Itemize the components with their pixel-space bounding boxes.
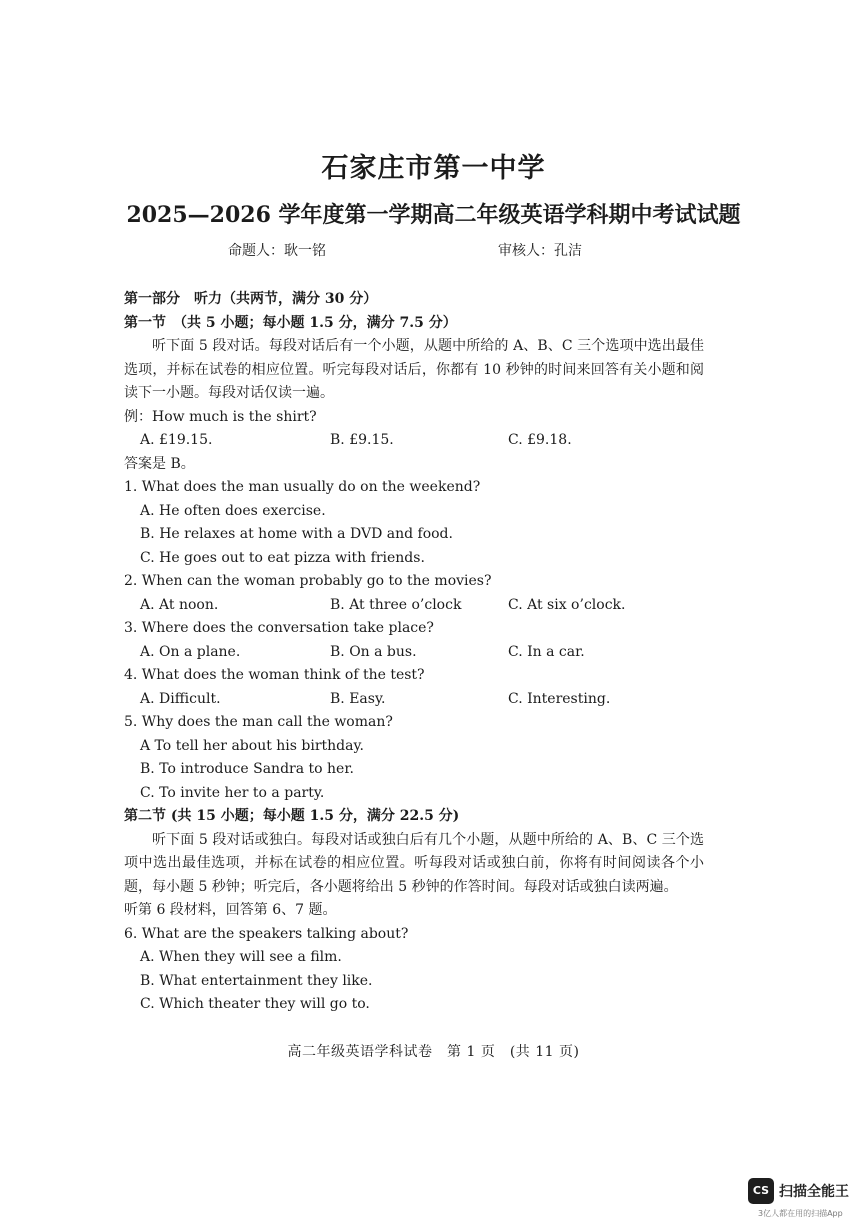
question-1: 1. What does the man usually do on the weekend? [124,479,481,495]
option-b: B. To introduce Sandra to her. [140,761,354,777]
option-c: C. In a car. [508,643,585,660]
example-question: 例：How much is the shirt? [124,408,317,425]
example-answer: 答案是 B。 [124,455,195,472]
section1-heading: 第一节 （共 5 小题；每小题 1.5 分，满分 7.5 分） [124,314,457,331]
section2-instructions: 听下面 5 段对话或独白。每段对话或独白后有几个小题，从题中所给的 A、B、C 三个选项中选出最佳选项，并标在试卷的相应位置。听每段对话或独白前，你将有时间阅读各个小题，每小题 5 秒钟；听完后，各小题将给出 5 秒钟的作答时间。每段对话或独白读两遍。 [124,831,704,895]
question-2-options [124,594,704,618]
option-c: C. He goes out to eat pizza with friends. [140,549,425,566]
option-c: C. Interesting. [508,690,611,707]
option-b: B. What entertainment they like. [140,972,373,989]
exam-title: 2025—2026 学年度第一学期高二年级英语学科期中考试试题 [126,202,741,228]
question-4: 4. What does the woman think of the test? [124,667,425,683]
option-b: B. £9.15. [330,432,394,448]
page-footer: 高二年级英语学科试卷 第 1 页 (共 11 页) [287,1044,580,1060]
option-c: C. Which theater they will go to. [140,996,370,1012]
question-5: 5. Why does the man call the woman? [124,714,393,730]
option-a: A. When they will see a film. [140,949,342,965]
reviewer: 审核人：孔洁 [498,243,582,259]
part1-heading: 第一部分 听力（共两节，满分 30 分） [124,291,378,307]
setter: 命题人：耿一铭 [228,243,326,259]
exam-content [124,288,704,1017]
option-a: A. On a plane. [140,643,241,660]
option-b: B. He relaxes at home with a DVD and food. [140,526,453,542]
option-c: C. At six o’clock. [508,596,626,613]
option-c: C. £9.18. [508,432,572,448]
section2-heading: 第二节 (共 15 小题；每小题 1.5 分，满分 22.5 分) [124,808,460,824]
material-note: 听第 6 段材料，回答第 6、7 题。 [124,902,337,918]
authors-line [228,240,648,260]
question-3-options [124,641,704,665]
option-b: B. On a bus. [330,643,417,660]
camscanner-logo-icon: CS [748,1178,774,1204]
option-b: B. Easy. [330,690,386,707]
section1-instructions: 听下面 5 段对话。每段对话后有一个小题，从题中所给的 A、B、C 三个选项中选出最佳选项，并标在试卷的相应位置。听完每段对话后，你都有 10 秒钟的时间来回答有关小题和阅读下一小题。每段对话仅读一遍。 [124,338,704,401]
watermark-name: 扫描全能王 [779,1184,849,1200]
question-3: 3. Where does the conversation take place? [124,620,434,636]
option-a: A. He often does exercise. [140,502,326,519]
option-a: A. Difficult. [140,690,221,707]
question-6: 6. What are the speakers talking about? [124,925,409,942]
school-name: 石家庄市第一中学 [321,153,546,184]
option-a: A. £19.15. [140,432,213,448]
scanner-watermark [748,1178,863,1224]
question-2: 2. When can the woman probably go to the movies? [124,573,492,589]
question-4-options [124,688,704,712]
option-a: A. At noon. [140,596,219,613]
option-b: B. At three o’clock [330,596,462,613]
example-options [124,429,704,453]
option-a: A To tell her about his birthday. [140,737,364,754]
option-c: C. To invite her to a party. [140,784,325,801]
watermark-tagline: 3亿人都在用的扫描App [758,1209,843,1218]
